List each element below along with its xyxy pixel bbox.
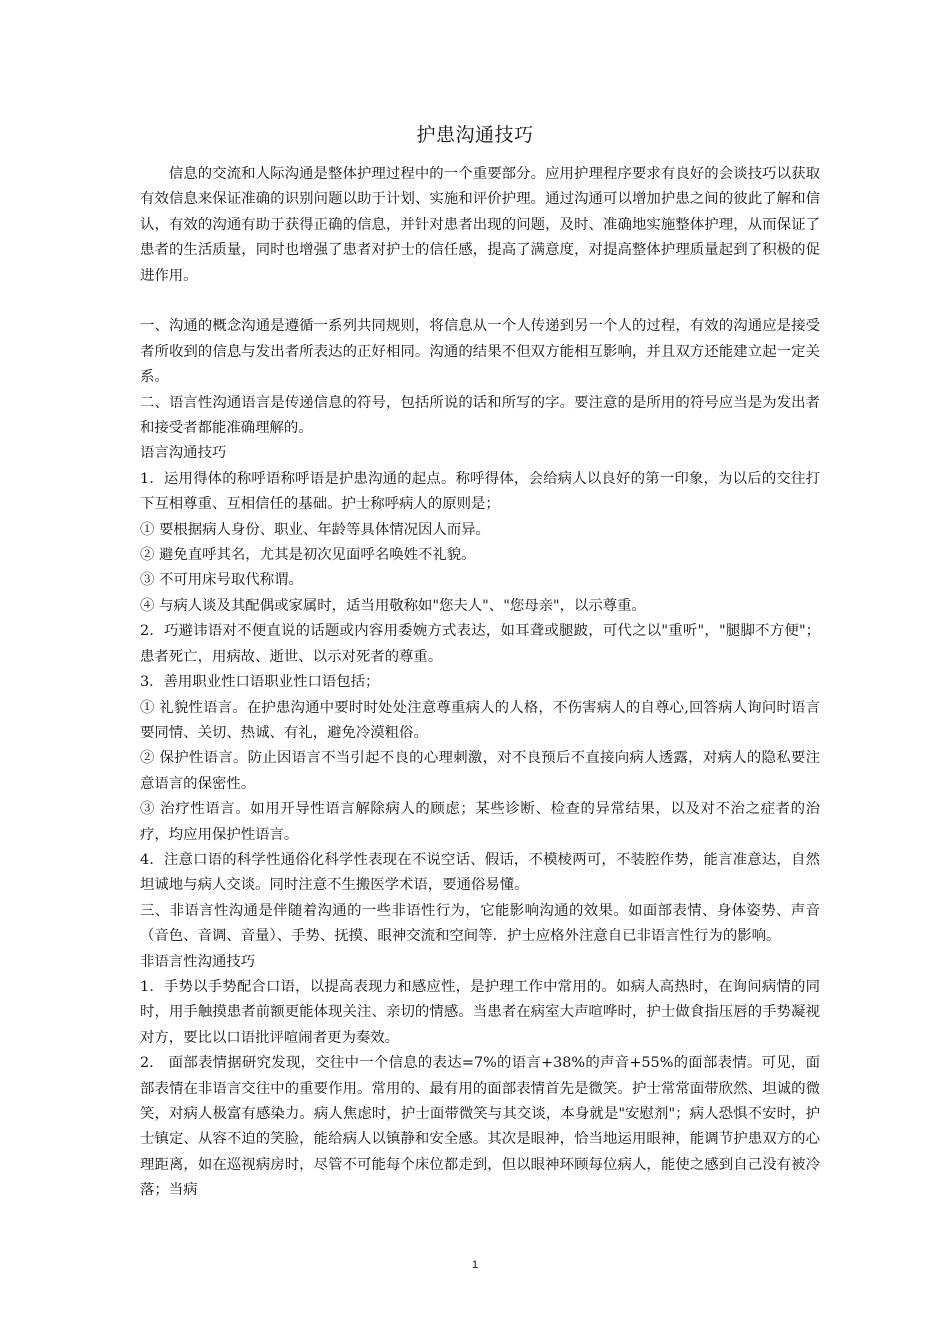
sub-item-2: ② 避免直呼其名，尤其是初次见面呼名唤姓不礼貌。	[140, 547, 476, 564]
item-professional-speech: 3．善用职业性口语职业性口语包括；	[140, 674, 380, 691]
page-title: 护患沟通技巧	[416, 124, 534, 146]
sub-item-protective-language: ② 保护性语言。防止因语言不当引起不良的心理刺激，对不良预后不直接向病人透露，对病人的隐私要注意语言的保密性。	[140, 750, 820, 792]
sub-item-therapeutic-language: ③ 治疗性语言。如用开导性语言解除病人的顾虑；某些诊断、检查的异常结果，以及对不治之症者的治疗，均应用保护性语言。	[140, 801, 820, 843]
paragraph-spacer	[140, 289, 820, 314]
document-body	[140, 162, 820, 1204]
item-avoid-taboo-words: 2．巧避讳语对不便直说的话题或内容用委婉方式表达，如耳聋或腿跛，可代之以"重听"，"腿脚不方便"；患者死亡，用病故、逝世、以示对死者的尊重。	[140, 623, 820, 665]
intro-paragraph: 信息的交流和人际沟通是整体护理过程中的一个重要部分。应用护理程序要求有良好的会谈技巧以获取有效信息来保证准确的识别问题以助于计划、实施和评价护理。通过沟通可以增加护患之间的彼此了解和信认，有效的沟通有助于获得正确的信息，并针对患者出现的问题，及时、准确地实施整体护理，从而保证了患者的生活质量，同时也增强了患者对护士的信任感，提高了满意度，对提高整体护理质量起到了积极的促进作用。	[140, 166, 820, 284]
page-number: 1	[471, 1259, 479, 1271]
item-proper-address: 1．运用得体的称呼语称呼语是护患沟通的起点。称呼得体，会给病人以良好的第一印象，为以后的交往打下互相尊重、互相信任的基础。护士称呼病人的原则是；	[140, 470, 820, 513]
item-scientific-plain-speech: 4．注意口语的科学性通俗化科学性表现在不说空话、假话，不模棱两可，不装腔作势，能言准意达，自然坦诚地与病人交谈。同时注意不生搬医学术语，要通俗易懂。	[140, 851, 820, 894]
sub-item-4: ④ 与病人谈及其配偶或家属时，适当用敬称如"您夫人"、"您母亲"，以示尊重。	[140, 597, 646, 614]
heading-nonverbal-skills: 非语言性沟通技巧	[140, 953, 256, 970]
heading-verbal-skills: 语言沟通技巧	[140, 445, 227, 462]
sub-item-1: ① 要根据病人身份、职业、年龄等具体情况因人而异。	[140, 521, 490, 538]
section-nonverbal-communication: 三、非语言性沟通是伴随着沟通的一些非语性行为，它能影响沟通的效果。如面部表情、身体姿势、声音（音色、音调、音量）、手势、抚摸、眼神交流和空间等．护士应格外注意自已非语言性行为的影响。	[140, 902, 820, 945]
item-gestures: 1．手势以手势配合口语，以提高表现力和感应性，是护理工作中常用的。如病人高热时，在询问病情的同时，用手触摸患者前额更能体现关注、亲切的情感。当患者在病室大声喧哗时，护士做食指压唇的手势凝视对方，要比以口语批评喧闹者更为奏效。	[140, 978, 820, 1046]
section-verbal-communication: 二、语言性沟通语言是传递信息的符号，包括所说的话和所写的字。要注意的是所用的符号应当是为发出者和接受者都能准确理解的。	[140, 394, 820, 437]
sub-item-3: ③ 不可用床号取代称谓。	[140, 572, 303, 589]
sub-item-polite-language: ① 礼貌性语言。在护患沟通中要时时处处注意尊重病人的人格，不伤害病人的自尊心,回答病人询问时语言要同情、关切、热诚、有礼，避免冷漠粗俗。	[140, 699, 820, 741]
item-facial-expression: 2. 面部表情据研究发现，交往中一个信息的表达=7%的语言+38%的声音+55%的面部表情。可见，面部表情在非语言交往中的重要作用。常用的、最有用的面部表情首先是微笑。护士常常面带欣然、坦诚的微笑，对病人极富有感染力。病人焦虑时，护士面带微笑与其交谈，本身就是"安慰剂"；病人恐惧不安时，护士镇定、从容不迫的笑脸，能给病人以镇静和安全感。其次是眼神，恰当地运用眼神，能调节护患双方的心理距离，如在巡视病房时，尽管不可能每个床位都走到，但以眼神环顾每位病人，能使之感到自己没有被冷落；当病	[140, 1055, 820, 1199]
section-concept-of-communication: 一、沟通的概念沟通是遵循一系列共同规则，将信息从一个人传递到另一个人的过程，有效的沟通应是接受者所收到的信息与发出者所表达的正好相同。沟通的结果不但双方能相互影响，并且双方还能建立起一定关系。	[140, 318, 820, 386]
